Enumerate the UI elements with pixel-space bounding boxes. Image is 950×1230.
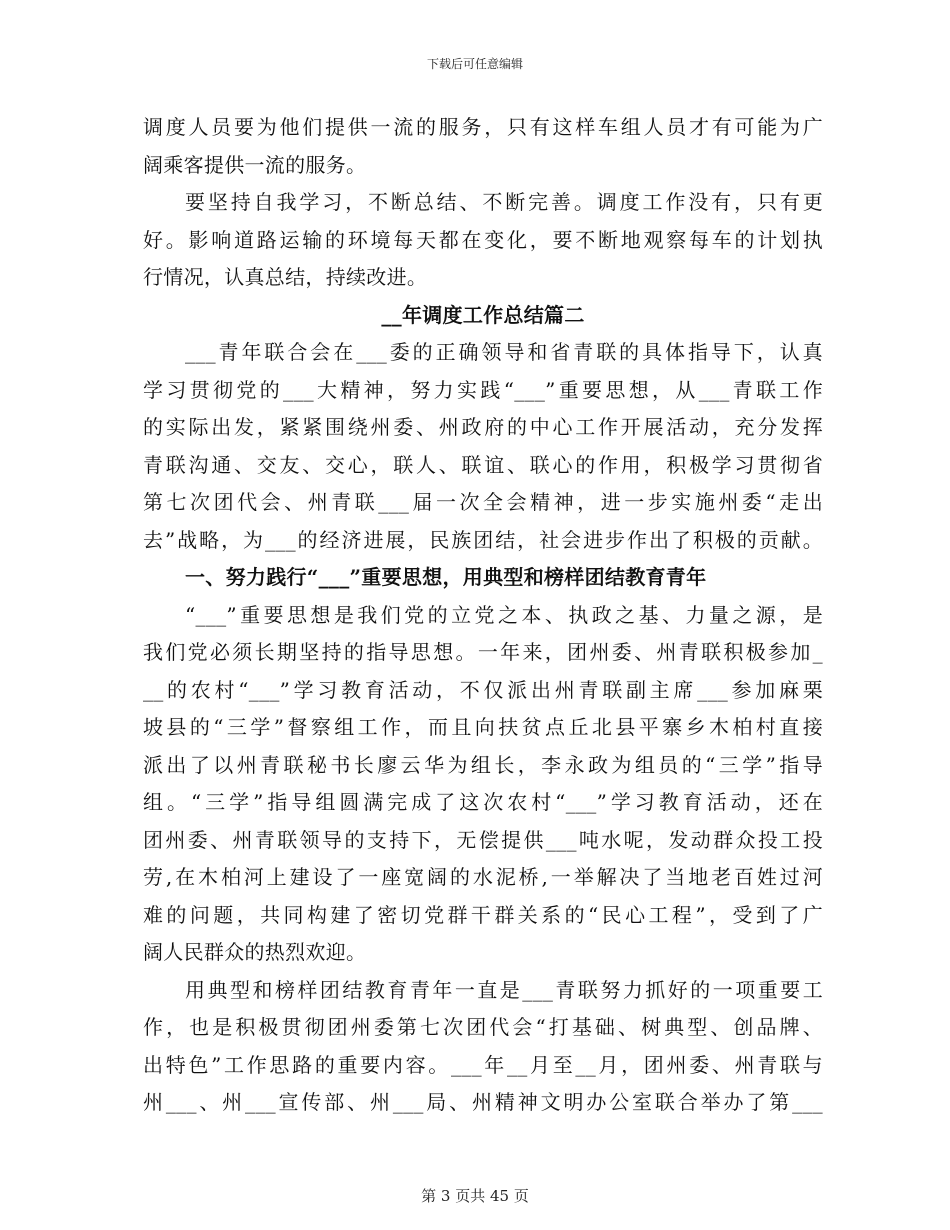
text-line: 第七次团代会、州青联___届一次全会精神，进一步实施州委“走出 bbox=[143, 490, 823, 514]
text-line: ___青年联合会在___委的正确领导和省青联的具体指导下，认真 bbox=[185, 340, 823, 364]
text-line: 难的问题，共同构建了密切党群干群关系的“民心工程”，受到了广 bbox=[143, 902, 823, 927]
section-heading: __年调度工作总结篇二 bbox=[381, 302, 585, 327]
text-line: 团州委、州青联领导的支持下，无偿提供___吨水呢，发动群众投工投 bbox=[143, 827, 823, 852]
text-line: “___”重要思想是我们党的立党之本、执政之基、力量之源，是 bbox=[185, 602, 823, 627]
text-line: 好。影响道路运输的环境每天都在变化，要不断地观察每车的计划执 bbox=[143, 227, 823, 252]
text-line: 调度人员要为他们提供一流的服务，只有这样车组人员才有可能为广 bbox=[143, 115, 823, 139]
text-line: 我们党必须长期坚持的指导思想。一年来，团州委、州青联积极参加_ bbox=[143, 640, 823, 664]
text-line: 去”战略，为___的经济进展，民族团结，社会进步作出了积极的贡献。 bbox=[143, 527, 823, 552]
page-header: 下载后可任意编辑 bbox=[426, 57, 523, 71]
text-line: 作，也是积极贯彻团州委第七次团代会“打基础、树典型、创品牌、 bbox=[143, 1015, 823, 1039]
page-footer: 第 3 页共 45 页 bbox=[421, 1187, 529, 1205]
text-line: 学习贯彻党的___大精神，努力实践“___”重要思想，从___青联工作 bbox=[143, 377, 823, 402]
text-line: 阔人民群众的热烈欢迎。 bbox=[143, 940, 367, 964]
text-line: 劳,在木柏河上建设了一座宽阔的水泥桥,一举解决了当地老百姓过河 bbox=[143, 865, 823, 889]
section-heading: 一、努力践行“___”重要思想，用典型和榜样团结教育青年 bbox=[185, 565, 707, 589]
text-line: 组。“三学”指导组圆满完成了这次农村“___”学习教育活动，还在 bbox=[143, 790, 823, 814]
text-line: 要坚持自我学习，不断总结、不断完善。调度工作没有，只有更 bbox=[185, 190, 823, 214]
text-line: 派出了以州青联秘书长廖云华为组长，李永政为组员的“三学”指导 bbox=[143, 752, 823, 777]
text-line: 出特色”工作思路的重要内容。___年__月至__月，团州委、州青联与 bbox=[143, 1052, 823, 1077]
text-line: 青联沟通、交友、交心，联人、联谊、联心的作用，积极学习贯彻省 bbox=[143, 452, 823, 477]
text-line: __的农村“___”学习教育活动，不仅派出州青联副主席___参加麻栗 bbox=[143, 677, 823, 702]
body-text bbox=[143, 109, 823, 1122]
text-line: 阔乘客提供一流的服务。 bbox=[143, 152, 367, 177]
text-line: 的实际出发，紧紧围绕州委、州政府的中心工作开展活动，充分发挥 bbox=[143, 415, 823, 439]
text-line: 行情况，认真总结，持续改进。 bbox=[143, 265, 428, 289]
text-line: 州___、州___宣传部、州___局、州精神文明办公室联合举办了第___ bbox=[143, 1090, 823, 1114]
text-line: 坡县的“三学”督察组工作，而且向扶贫点丘北县平寨乡木柏村直接 bbox=[143, 715, 823, 739]
text-line: 用典型和榜样团结教育青年一直是___青联努力抓好的一项重要工 bbox=[185, 977, 823, 1002]
